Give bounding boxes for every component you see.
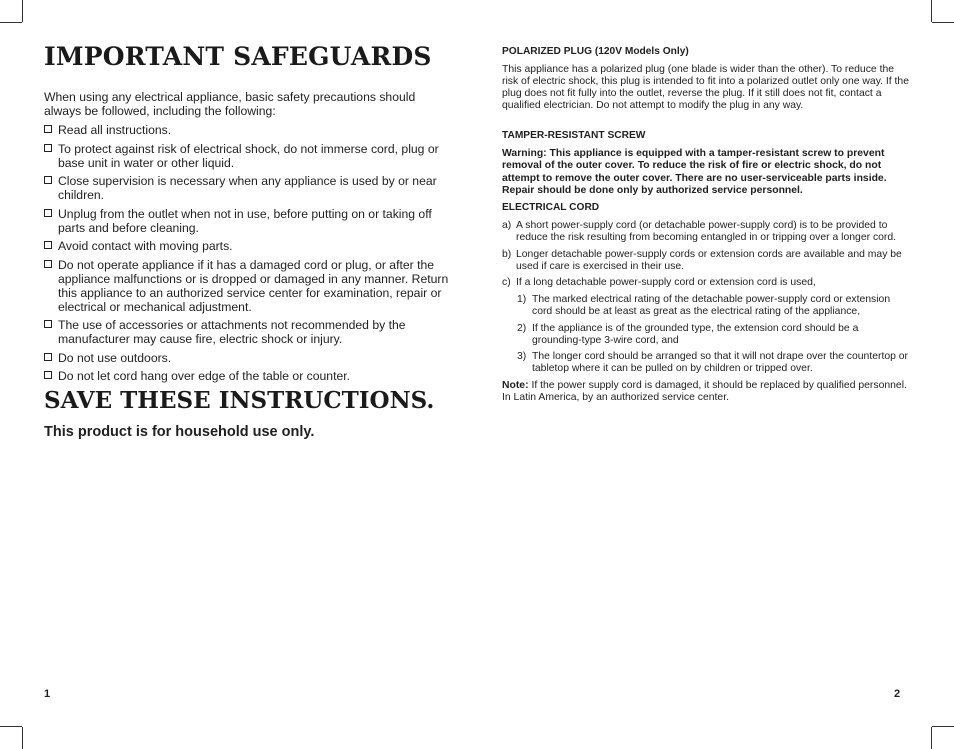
cord-list-item [502,249,910,273]
checkbox-icon [44,353,52,361]
checkbox-icon [44,144,52,152]
safeguard-item [44,258,458,314]
checkbox-icon [44,176,52,184]
list-marker: a) [502,220,512,231]
list-text: The marked electrical rating of the detachable power-supply cord or extension cord should be at least as great as the electrical rating of the appliance, [532,293,891,318]
list-text: If a long detachable power-supply cord or extension cord is used, [516,277,816,289]
list-text: The longer cord should be arranged so that it will not drape over the countertop or tabletop where it can be pulled on by children or tripped over. [532,351,909,375]
cord-list-item [502,323,910,347]
safeguard-text: Read all instructions. [58,123,172,137]
note-body: If the power supply cord is damaged, it should be replaced by qualified personnel. In Latin America, by an authorized service center. [502,380,907,404]
warning-text: Warning: This appliance is equipped with a tamper-resistant screw to prevent removal of the outer cover. To reduce the risk of fire or electric shock, do not attempt to remove the outer cover. There are no user-serviceable parts inside. Repair should be done only by authorized service personnel. [502,148,887,196]
safeguard-text: Avoid contact with moving parts. [58,239,233,253]
safeguard-item [44,174,458,202]
household-note: This product is for household use only. [44,424,315,440]
list-marker: 1) [517,293,527,305]
list-text: Longer detachable power-supply cords or extension cords are available and may be used if care is exercised in their use. [516,248,902,272]
right-page [502,0,910,749]
checkbox-icon [44,260,52,268]
safeguard-list [44,123,458,388]
checkbox-icon [44,320,52,328]
checkbox-icon [44,371,52,379]
checkbox-icon [44,241,52,249]
safeguard-text: Unplug from the outlet when not in use, before putting on or taking off parts and before cleaning. [58,206,432,235]
cord-list [502,220,910,289]
save-instructions-heading: SAVE THESE INSTRUCTIONS. [44,387,435,414]
cord-list-item [502,277,910,289]
polarized-plug-section [502,46,910,112]
tamper-screw-section [502,130,910,197]
safeguard-item [44,239,458,253]
list-marker: b) [502,248,512,260]
page-number: 1 [44,688,51,700]
list-marker: 2) [517,322,527,334]
page-title: IMPORTANT SAFEGUARDS [44,42,432,71]
safeguard-item [44,142,458,170]
cord-list-item [502,351,910,375]
cord-list-item [502,220,910,244]
crop-mark [932,22,954,23]
safeguard-text: Do not operate appliance if it has a damaged cord or plug, or after the appliance malfunctions or is dropped or damaged in any manner. Return this appliance to an authorized service center for examination, repair or electrical or mechanical adjustment. [58,257,449,314]
safeguard-item [44,369,458,383]
list-marker: 3) [517,351,527,363]
list-text: If the appliance is of the grounded type, the extension cord should be a grounding-type 3-wire cord, and [532,322,859,346]
cord-sublist [502,294,910,376]
section-heading: POLARIZED PLUG (120V Models Only) [502,46,689,57]
safeguard-text: Close supervision is necessary when any appliance is used by or near children. [58,174,437,202]
list-marker: c) [502,277,511,289]
crop-mark [22,0,23,22]
safeguard-item [44,318,458,346]
crop-mark [931,727,932,749]
intro-text: When using any electrical appliance, basic safety precautions should always be followed, including the following: [44,90,416,118]
electrical-cord-section [502,202,910,404]
safeguard-item [44,207,458,235]
list-text: A short power-supply cord (or detachable power-supply cord) is to be provided to reduce the risk resulting from becoming entangled in or tripping over a longer cord. [516,220,897,244]
page-number: 2 [894,688,901,700]
crop-mark [0,22,22,23]
section-heading: TAMPER-RESISTANT SCREW [502,130,646,141]
crop-mark [931,0,932,22]
safeguard-text: Do not let cord hang over edge of the table or counter. [58,369,351,383]
checkbox-icon [44,125,52,133]
cord-list-item [502,294,910,318]
note-text [502,380,910,404]
checkbox-icon [44,209,52,217]
safeguard-text: Do not use outdoors. [58,350,172,365]
safeguard-item [44,123,458,137]
crop-mark [22,727,23,749]
crop-mark [0,726,22,727]
note-label: Note: [502,380,529,392]
safeguard-text: The use of accessories or attachments not recommended by the manufacturer may cause fire, electric shock or injury. [58,318,406,346]
section-text: This appliance has a polarized plug (one blade is wider than the other). To reduce the risk of electric shock, this plug is intended to fit into a polarized outlet only one way. If the plug does not fit fully into the outlet, reverse the plug. If it still does not fit, contact a qualified electrician. Do not attempt to modify the plug in any way. [502,64,909,112]
crop-mark [932,726,954,727]
left-page [44,0,458,749]
safeguard-item [44,351,458,365]
section-heading: ELECTRICAL CORD [502,202,600,213]
safeguard-text: To protect against risk of electrical shock, do not immerse cord, plug or base unit in water or other liquid. [58,141,439,170]
